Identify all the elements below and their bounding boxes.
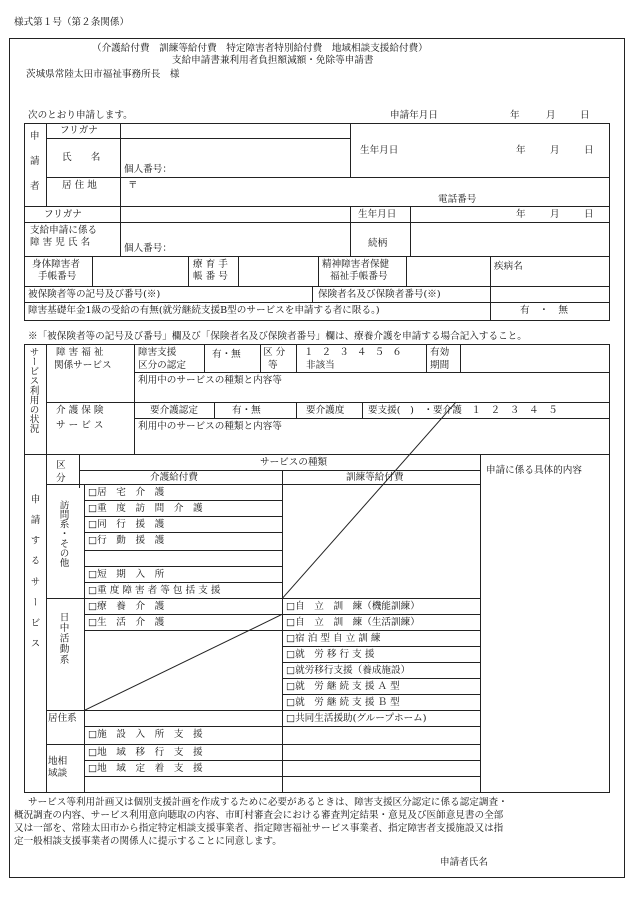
pension-choice: 有 ・ 無 <box>520 305 568 316</box>
rule <box>84 566 282 567</box>
rule <box>24 454 610 455</box>
yokaigodo-choices: 要支援( ) ・要介護 １ ２ ３ ４ ５ <box>368 405 558 416</box>
rule <box>46 138 350 139</box>
using-services-1: 利用中のサービスの種類と内容等 <box>138 375 282 386</box>
rule <box>282 646 480 647</box>
rule <box>609 123 610 320</box>
applicant-birth-month: 月 <box>550 145 560 156</box>
rule <box>84 582 282 583</box>
form-subtitle: （介護給付費 訓練等給付費 特定障害者特別給付費 地域相談支援給付費） <box>92 43 428 54</box>
rule <box>134 344 135 454</box>
rule <box>134 418 610 419</box>
rule <box>282 678 480 679</box>
chiiki-label-2: 域談 <box>48 768 68 779</box>
yokaigodo-label: 要介護度 <box>306 405 345 416</box>
applicant-address-label: 居 住 地 <box>62 180 97 191</box>
rule <box>84 630 480 631</box>
rule <box>92 256 93 286</box>
service-shuro-iko[interactable]: □就 労 移 行 支 援 <box>286 649 375 660</box>
service-shukuhaku[interactable]: □宿 泊 型 自 立 訓 練 <box>286 633 381 644</box>
rule <box>46 344 47 454</box>
consent-line-3: 又は一部を、常陸太田市から指定特定相談支援事業者、指定障害福祉サービス事業者、指定障害者支援施設又は指 <box>14 823 504 834</box>
rule <box>24 344 610 345</box>
rule <box>490 302 491 320</box>
child-name-label-1: 支給申請に係る <box>30 225 98 236</box>
rule <box>24 302 610 303</box>
kubun-header-2: 分 <box>56 473 66 484</box>
service-judo-homon[interactable]: □重 度 訪 問 介 護 <box>88 503 203 514</box>
signature-label: 申請者氏名 <box>440 857 488 868</box>
rule <box>204 344 205 372</box>
rule <box>120 123 121 256</box>
form-number: 様式第１号（第２条関係） <box>14 17 130 28</box>
rule <box>84 484 85 792</box>
applicant-birth-label: 生年月日 <box>360 145 399 156</box>
service-chiiki-teichaku[interactable]: □地 域 定 着 支 援 <box>88 763 203 774</box>
service-jiritsu-kino[interactable]: □自 立 訓 練（機能訓練） <box>286 601 420 612</box>
rule <box>24 454 25 792</box>
kubun-label-a: 区 分 <box>263 347 286 358</box>
applicant-phone-label: 電話番号 <box>438 194 477 205</box>
service-shisetsu[interactable]: □施 設 入 所 支 援 <box>88 729 203 740</box>
using-services-2: 利用中のサービスの種類と内容等 <box>138 421 282 432</box>
ryoiku-label-2: 帳 番 号 <box>193 271 228 282</box>
ryoiku-label-1: 療 育 手 <box>193 259 228 270</box>
rule <box>24 222 610 223</box>
yokaigo-nintei-label: 要介護認定 <box>150 405 198 416</box>
rule <box>282 694 480 695</box>
rule <box>24 256 610 257</box>
disease-label: 疾病名 <box>494 261 523 272</box>
rule <box>46 177 610 178</box>
seishin-label-1: 精神障害者保健 <box>322 259 390 270</box>
addressee: 茨城県常陸太田市福祉事務所長 様 <box>26 69 180 80</box>
fukushi-label-2: 関係サービス <box>54 360 112 371</box>
usage-section-label: サービス利用の状況 <box>27 347 39 434</box>
rule <box>84 760 480 761</box>
service-judo-hokatsu[interactable]: □重 度 障 害 者 等 包 括 支 援 <box>88 585 221 596</box>
rule <box>84 776 480 777</box>
child-kojin-label: 個人番号： <box>124 243 172 254</box>
rule <box>46 123 47 206</box>
nichu-label: 日中活動系 <box>57 612 69 665</box>
kubun-header-1: 区 <box>56 460 66 471</box>
service-kyotaku[interactable]: □居 宅 介 護 <box>88 487 165 498</box>
consent-line-4: 定一般相談支援事業者の関係人に提示することに同意します。 <box>14 836 282 847</box>
rule <box>46 710 480 711</box>
service-types-header: サービスの種類 <box>260 457 328 468</box>
kaigo-kyufu-header: 介護給付費 <box>150 472 198 483</box>
kubun-higaito: 非該当 <box>306 360 335 371</box>
rule <box>490 256 491 286</box>
service-group-home[interactable]: □共同生活援助(グループホーム) <box>286 713 427 724</box>
seishin-label-2: 福祉手帳番号 <box>330 271 388 282</box>
consent-line-1: サービス等利用計画又は個別支援計画を作成するために必要があるときは、障害支援区分認定に係る認定調査・ <box>28 797 508 808</box>
yuko-label-2: 期間 <box>430 360 450 371</box>
child-birth-month: 月 <box>550 209 560 220</box>
applicant-name-label: 氏 名 <box>62 152 101 163</box>
rule <box>84 532 282 533</box>
rule <box>214 402 215 418</box>
applicant-birth-year: 年 <box>516 145 526 156</box>
frame-top <box>9 38 625 39</box>
consent-line-2: 概況調査の内容、サービス利用意向聴取の内容、市町村審査会における審査判定結果・意見及び医師意見書の全部 <box>14 810 504 821</box>
frame-bottom <box>9 877 625 878</box>
rule <box>24 344 25 454</box>
apply-day: 日 <box>580 110 590 121</box>
rule <box>350 123 351 177</box>
yuko-label-1: 有効 <box>430 347 450 358</box>
service-jiritsu-seikatsu[interactable]: □自 立 訓 練（生活訓練） <box>286 617 420 628</box>
kunren-kyufu-header: 訓練等給付費 <box>346 472 404 483</box>
rule <box>84 516 282 517</box>
rule <box>282 402 456 599</box>
rule <box>318 256 319 286</box>
form-title: 支給申請書兼利用者負担額減額・免除等申請書 <box>172 55 374 66</box>
rule <box>350 206 351 256</box>
kubun-nintei-label-2: 区分の認定 <box>138 360 186 371</box>
kubun-nintei-choice: 有・無 <box>212 349 241 360</box>
detail-header: 申請に係る具体的内容 <box>486 465 582 476</box>
rule <box>312 286 313 302</box>
rule <box>46 454 47 792</box>
applicant-group-label-2: 請 <box>30 156 40 167</box>
rule <box>490 286 491 302</box>
service-seikatsu[interactable]: □生 活 介 護 <box>88 617 165 628</box>
applicant-birth-day: 日 <box>584 145 594 156</box>
service-shuro-keizoku-b[interactable]: □就 労 継 続 支 援 Ｂ 型 <box>286 697 400 708</box>
insured-number-label: 被保険者等の記号及び番号(※) <box>28 289 161 300</box>
applicant-group-label-3: 者 <box>30 181 40 192</box>
rule <box>238 256 239 286</box>
rule <box>480 454 481 792</box>
kubun-levels: １ ２ ３ ４ ５ ６ <box>304 347 405 358</box>
apply-year: 年 <box>510 110 520 121</box>
rule <box>24 206 610 207</box>
shintai-label-1: 身体障害者 <box>32 259 80 270</box>
service-shuro-keizoku-a[interactable]: □就 労 継 続 支 援 Ａ 型 <box>286 681 400 692</box>
service-shuro-iko-yosei[interactable]: □就労移行支援（養成施設） <box>286 665 411 676</box>
kubun-label-b: 等 <box>268 360 278 371</box>
frame-left <box>9 38 10 878</box>
rule <box>46 484 480 485</box>
child-relation-label: 続柄 <box>368 238 388 249</box>
kubun-nintei-label-1: 障害支援 <box>138 347 177 358</box>
rule <box>84 550 282 551</box>
rule <box>46 744 480 745</box>
rule <box>609 344 610 454</box>
rule <box>410 206 411 256</box>
service-tanki[interactable]: □短 期 入 所 <box>88 569 165 580</box>
rule <box>24 286 610 287</box>
insurance-note: ※「被保険者等の記号及び番号」欄及び「保険者名及び保険者番号」欄は、療養介護を申請する場合記入すること。 <box>28 331 527 342</box>
rule <box>260 344 261 372</box>
rule <box>134 372 610 373</box>
rule <box>406 256 407 286</box>
rule <box>24 123 25 320</box>
houmon-label: 訪問系・その他 <box>57 500 69 568</box>
rule <box>609 454 610 792</box>
apply-month: 月 <box>546 110 556 121</box>
rule <box>46 598 480 599</box>
applicant-kojin-label: 個人番号： <box>124 164 172 175</box>
child-birth-label: 生年月日 <box>358 209 397 220</box>
rule <box>24 123 610 124</box>
rule <box>24 792 610 793</box>
rule <box>296 402 297 418</box>
rule <box>46 402 610 403</box>
rule <box>84 726 480 727</box>
kaigo-label-1: 介 護 保 険 <box>56 405 104 416</box>
rule <box>24 320 610 321</box>
applicant-group-label-1: 申 <box>30 131 40 142</box>
frame-right <box>624 38 625 878</box>
kyoju-label: 居住系 <box>48 713 77 724</box>
applicant-furigana-label: フリガナ <box>60 125 98 136</box>
insurer-label: 保険者名及び保険者番号(※) <box>318 289 441 300</box>
applicant-postal-mark: 〒 <box>128 180 138 191</box>
rule <box>362 402 363 418</box>
child-name-label-2: 障 害 児 氏 名 <box>30 237 91 248</box>
apply-date-label: 申請年月日 <box>390 110 438 121</box>
rule <box>79 454 80 488</box>
fukushi-label-1: 障 害 福 祉 <box>56 347 104 358</box>
service-doko[interactable]: □同 行 援 護 <box>88 519 165 530</box>
rule <box>296 344 297 372</box>
service-kodo[interactable]: □行 動 援 護 <box>88 535 165 546</box>
kaigo-label-2: サ ー ビ ス <box>56 420 104 431</box>
pension-question: 障害基礎年金1級の受給の有無(就労継続支援B型のサービスを申請する者に限る。) <box>28 305 380 316</box>
rule <box>84 500 282 501</box>
rule <box>188 256 189 286</box>
child-furigana-label: フリガナ <box>44 209 82 220</box>
child-birth-day: 日 <box>584 209 594 220</box>
service-ryoyo[interactable]: □療 養 介 護 <box>88 601 165 612</box>
services-section-label: 申請するサービス <box>28 494 40 659</box>
service-chiiki-iko[interactable]: □地 域 移 行 支 援 <box>88 747 203 758</box>
rule <box>460 344 461 372</box>
rule <box>282 662 480 663</box>
yokaigo-nintei-choice: 有・無 <box>232 405 261 416</box>
intro-text: 次のとおり申請します。 <box>28 110 133 121</box>
rule <box>79 470 480 471</box>
rule <box>426 344 427 372</box>
child-birth-year: 年 <box>516 209 526 220</box>
chiiki-label-1: 地相 <box>48 756 68 767</box>
shintai-label-2: 手帳番号 <box>38 271 77 282</box>
